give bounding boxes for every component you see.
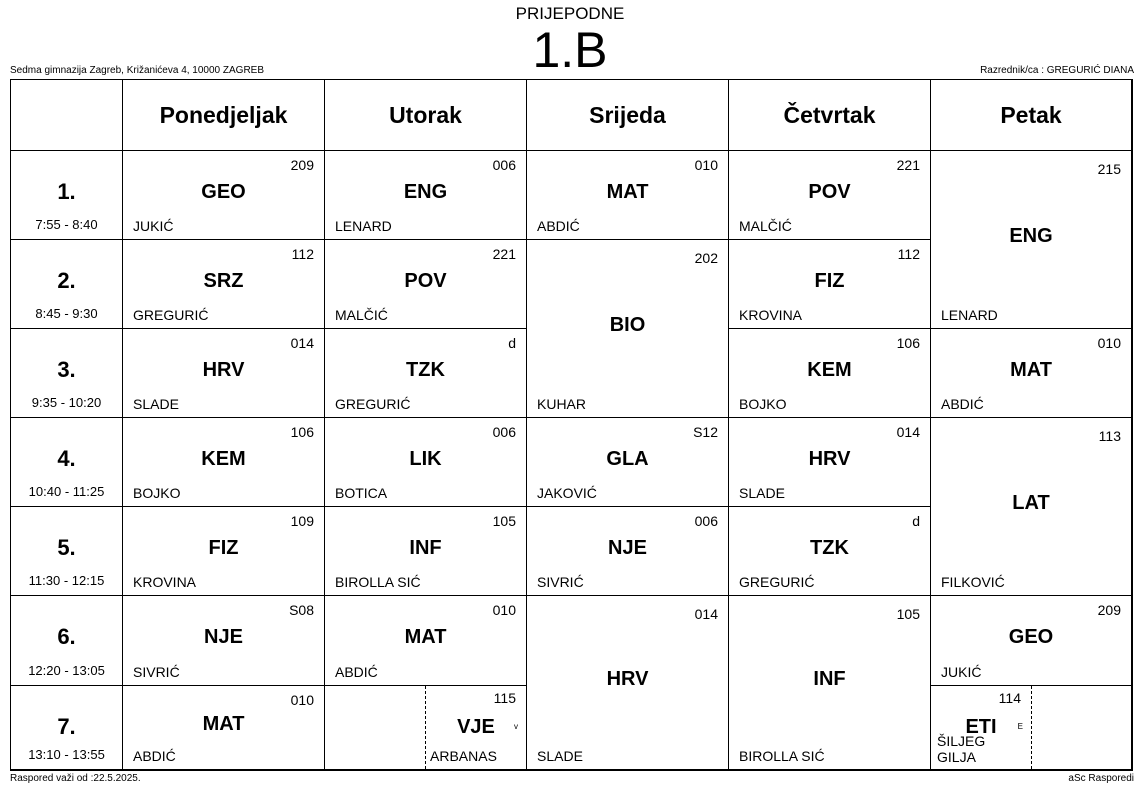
- lesson-cell: [325, 596, 527, 686]
- lesson-subject: FIZ: [208, 537, 239, 559]
- corner-cell: [11, 80, 123, 151]
- lesson-subject: NJE: [204, 626, 243, 648]
- period-time: 13:10 - 13:55: [28, 747, 105, 762]
- lesson-subject: INF: [813, 668, 846, 690]
- lesson-teacher: BOJKO: [133, 485, 181, 501]
- lesson-cell: [325, 240, 527, 329]
- lesson-room: 006: [694, 513, 718, 529]
- period-cell: [11, 240, 123, 329]
- lesson-cell: [123, 418, 325, 507]
- lesson-teacher: BOJKO: [739, 396, 787, 412]
- lesson-subject: TZK: [810, 537, 849, 559]
- lesson-teacher: BIROLLA SIĆ: [335, 574, 421, 590]
- lesson-teacher: JUKIĆ: [133, 218, 174, 234]
- period-cell: [11, 151, 123, 240]
- lesson-teacher: KROVINA: [739, 307, 803, 323]
- period-cell: [11, 507, 123, 596]
- lesson-cell: [729, 507, 931, 596]
- lesson-teacher: KROVINA: [133, 574, 197, 590]
- lesson-teacher: KUHAR: [537, 396, 587, 412]
- lesson-teacher: SLADE: [133, 396, 179, 412]
- timetable-grid: [10, 79, 1133, 771]
- lesson-room: 115: [493, 690, 516, 706]
- period-time: 9:35 - 10:20: [31, 395, 102, 410]
- lesson-cell: [931, 329, 1132, 418]
- lesson-subject: HRV: [606, 668, 649, 690]
- lesson-teacher: LENARD: [335, 218, 392, 234]
- lesson-room: 114: [998, 690, 1021, 706]
- lesson-room: 202: [694, 250, 718, 266]
- lesson-room: 010: [694, 157, 718, 173]
- period-time: 12:20 - 13:05: [28, 663, 105, 678]
- lesson-cell: [527, 151, 729, 240]
- period-time: 7:55 - 8:40: [35, 217, 98, 232]
- lesson-cell: [325, 151, 527, 240]
- lesson-subject: NJE: [608, 537, 647, 559]
- lesson-cell: [325, 686, 527, 770]
- lesson-cell: [931, 418, 1132, 596]
- lesson-subject: SRZ: [203, 270, 244, 292]
- lesson-room: 221: [896, 157, 920, 173]
- lesson-teacher: MALČIĆ: [335, 307, 388, 323]
- lesson-cell: [325, 507, 527, 596]
- lesson-subject: MAT: [202, 713, 245, 735]
- period-cell: [11, 596, 123, 686]
- lesson-cell: [325, 418, 527, 507]
- lesson-teacher: ABDIĆ: [133, 748, 176, 764]
- lesson-cell: [729, 240, 931, 329]
- lesson-cell: [325, 329, 527, 418]
- lesson-cell: [527, 507, 729, 596]
- lesson-cell: [123, 686, 325, 770]
- class-teacher: Razrednik/ca : GREGURIĆ DIANA: [980, 65, 1134, 76]
- lesson-room: d: [508, 335, 516, 351]
- lesson-cell: [123, 596, 325, 686]
- lesson-room: 010: [1097, 335, 1121, 351]
- day-header-thu: Četvrtak: [729, 80, 931, 151]
- lesson-subject: INF: [409, 537, 442, 559]
- lesson-cell: [931, 151, 1132, 329]
- period-time: 11:30 - 12:15: [28, 573, 105, 588]
- lesson-room: 010: [290, 692, 314, 708]
- lesson-subject: TZK: [406, 359, 445, 381]
- period-number: 2.: [57, 268, 76, 293]
- lesson-cell: [527, 596, 729, 770]
- valid-from: Raspored važi od :22.5.2025.: [10, 773, 141, 784]
- lesson-room: 113: [1098, 428, 1121, 444]
- lesson-room: 106: [896, 335, 920, 351]
- lesson-room: 209: [1097, 602, 1121, 618]
- lesson-subject: KEM: [807, 359, 852, 381]
- lesson-teacher: BOTICA: [335, 485, 388, 501]
- lesson-teacher: BIROLLA SIĆ: [739, 748, 825, 764]
- lesson-teacher-2: GILJA: [937, 749, 976, 765]
- lesson-cell: [931, 596, 1132, 686]
- lesson-subject: ETI: [965, 716, 997, 738]
- lesson-subject: GEO: [201, 181, 246, 203]
- school-address: Sedma gimnazija Zagreb, Križanićeva 4, 10000 ZAGREB: [10, 65, 265, 76]
- lesson-cell: [123, 151, 325, 240]
- lesson-room: S08: [289, 602, 314, 618]
- lesson-cell: [729, 596, 931, 770]
- lesson-room: S12: [693, 424, 718, 440]
- lesson-cell: [729, 151, 931, 240]
- period-number: 1.: [57, 179, 76, 204]
- lesson-subject: ENG: [1009, 225, 1053, 247]
- lesson-room: 006: [492, 157, 516, 173]
- lesson-teacher: SIVRIĆ: [537, 574, 584, 590]
- lesson-teacher: ABDIĆ: [537, 218, 580, 234]
- lesson-room: 014: [896, 424, 920, 440]
- lesson-subject: GEO: [1008, 626, 1054, 648]
- lesson-subject: LIK: [409, 448, 442, 470]
- lesson-group: [425, 686, 526, 769]
- lesson-subject: HRV: [808, 448, 851, 470]
- lesson-subject: ENG: [403, 181, 448, 203]
- lesson-room: 112: [897, 246, 920, 262]
- lesson-teacher: LENARD: [941, 307, 998, 323]
- period-cell: [11, 329, 123, 418]
- lesson-subject: MAT: [404, 626, 447, 648]
- lesson-cell: [527, 240, 729, 418]
- period-time: 8:45 - 9:30: [35, 306, 98, 321]
- lesson-room: 209: [290, 157, 314, 173]
- software-brand: aSc Rasporedi: [1068, 773, 1134, 784]
- lesson-subject: MAT: [1010, 359, 1052, 381]
- lesson-teacher: GREGURIĆ: [739, 574, 815, 590]
- lesson-room: 106: [290, 424, 314, 440]
- group-mark: E: [1017, 722, 1023, 731]
- lesson-room: 010: [492, 602, 516, 618]
- lesson-teacher: SLADE: [739, 485, 785, 501]
- lesson-teacher: ABDIĆ: [335, 664, 378, 680]
- period-number: 7.: [57, 714, 76, 739]
- lesson-subject: KEM: [201, 448, 246, 470]
- lesson-subject: POV: [808, 181, 851, 203]
- lesson-room: 221: [492, 246, 516, 262]
- class-title: 1.B: [532, 22, 608, 78]
- lesson-cell: [729, 329, 931, 418]
- period-cell: [11, 418, 123, 507]
- lesson-cell: [123, 507, 325, 596]
- lesson-teacher: ARBANAS: [430, 748, 497, 764]
- day-header-fri: Petak: [931, 80, 1132, 151]
- period-number: 3.: [57, 357, 76, 382]
- lesson-subject: MAT: [606, 181, 649, 203]
- lesson-subject: BIO: [609, 314, 646, 336]
- lesson-room: d: [912, 513, 920, 529]
- lesson-teacher: JAKOVIĆ: [537, 485, 597, 501]
- lesson-subject: GLA: [606, 448, 649, 470]
- lesson-teacher: ŠILJEG: [937, 733, 986, 749]
- lesson-room: 014: [694, 606, 718, 622]
- lesson-teacher: GREGURIĆ: [335, 396, 411, 412]
- lesson-teacher: FILKOVIĆ: [941, 574, 1005, 590]
- period-cell: [11, 686, 123, 770]
- lesson-room: 215: [1097, 161, 1121, 177]
- lesson-subject: LAT: [1012, 492, 1050, 514]
- lesson-room: 112: [291, 246, 314, 262]
- group-mark: v: [514, 722, 518, 731]
- lesson-teacher: MALČIĆ: [739, 218, 792, 234]
- lesson-teacher: GREGURIĆ: [133, 307, 209, 323]
- period-number: 4.: [57, 446, 76, 471]
- day-header-tue: Utorak: [325, 80, 527, 151]
- day-header-wed: Srijeda: [527, 80, 729, 151]
- lesson-teacher: SLADE: [537, 748, 583, 764]
- lesson-teacher: SIVRIĆ: [133, 664, 180, 680]
- shift-label: PRIJEPODNE: [515, 4, 625, 23]
- lesson-room: 109: [290, 513, 314, 529]
- lesson-teacher: ABDIĆ: [941, 396, 984, 412]
- lesson-teacher: JUKIĆ: [941, 664, 982, 680]
- lesson-cell: [123, 240, 325, 329]
- period-time: 10:40 - 11:25: [28, 484, 105, 499]
- lesson-subject: POV: [404, 270, 447, 292]
- lesson-cell: [729, 418, 931, 507]
- lesson-subject: FIZ: [814, 270, 845, 292]
- period-number: 6.: [57, 624, 76, 649]
- lesson-room: 105: [492, 513, 516, 529]
- lesson-cell: [527, 418, 729, 507]
- lesson-room: 006: [492, 424, 516, 440]
- lesson-subject: VJE: [457, 716, 495, 738]
- day-header-mon: Ponedjeljak: [123, 80, 325, 151]
- lesson-room: 014: [290, 335, 314, 351]
- lesson-subject: HRV: [202, 359, 245, 381]
- lesson-room: 105: [896, 606, 920, 622]
- lesson-group: [931, 686, 1032, 769]
- lesson-cell: [931, 686, 1132, 770]
- period-number: 5.: [57, 535, 76, 560]
- lesson-cell: [123, 329, 325, 418]
